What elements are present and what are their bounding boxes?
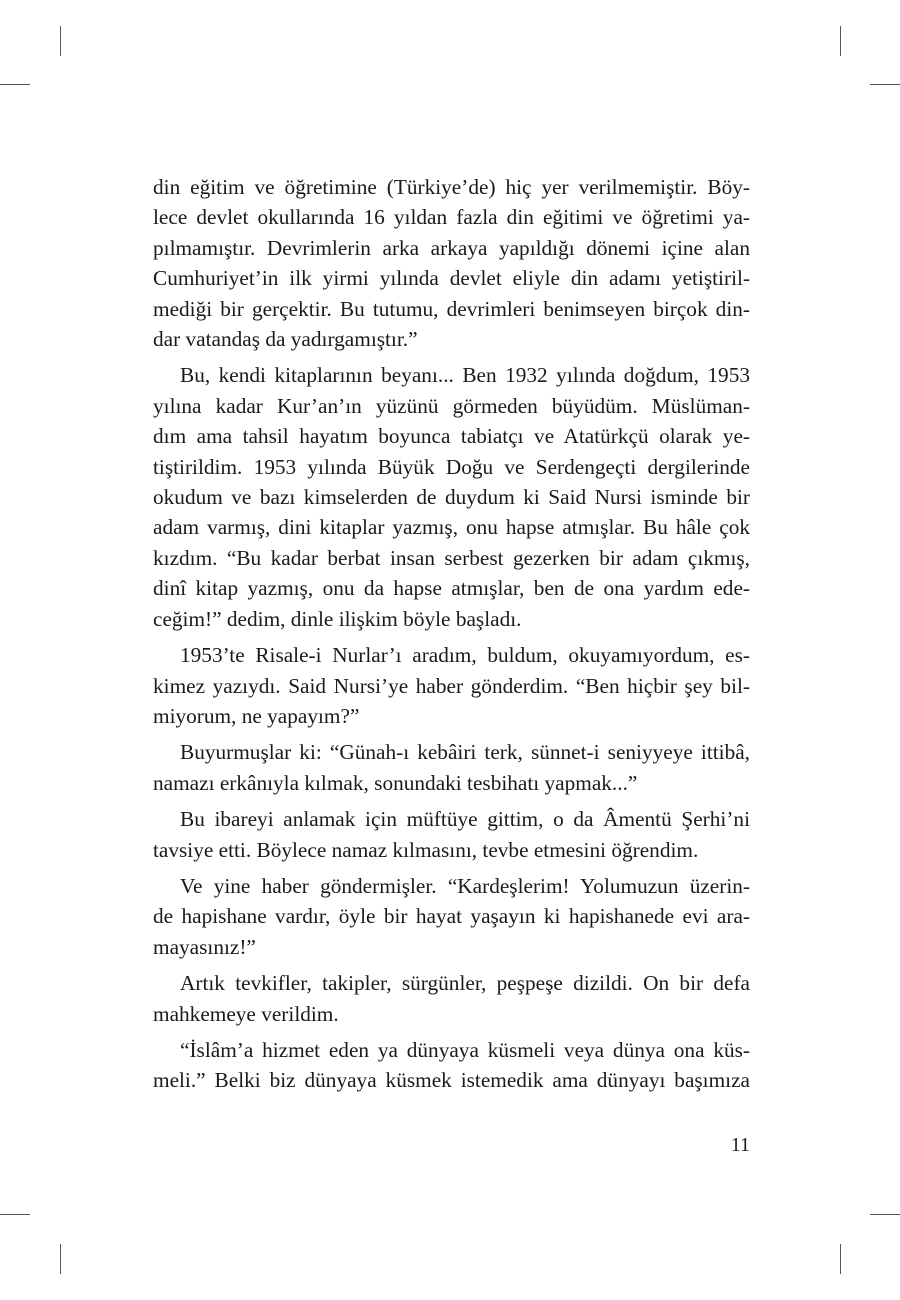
text-line: mayasınız!” <box>153 934 256 959</box>
text-line: dinî kitap yazmış, onu da hapse atmışlar, ben de ona yardım ede- <box>153 576 750 601</box>
paragraph <box>153 968 750 1029</box>
text-line: tiştirildim. 1953 yılında Büyük Doğu ve Serdengeçti dergilerinde <box>153 454 750 479</box>
text-line: ceğim!” dedim, dinle ilişkim böyle başladı. <box>153 606 522 631</box>
crop-mark-bottom-right-vertical <box>840 1244 841 1274</box>
text-line: lece devlet okullarında 16 yıldan fazla din eğitimi ve öğretimi ya- <box>153 205 750 230</box>
text-line: dım ama tahsil hayatım boyunca tabiatçı ve Atatürkçü olarak ye- <box>153 424 750 449</box>
text-line: mahkemeye verildim. <box>153 1001 339 1026</box>
text-line: tavsiye etti. Böylece namaz kılmasını, tevbe etmesini öğrendim. <box>153 837 699 862</box>
text-line: Artık tevkifler, takipler, sürgünler, peşpeşe dizildi. On bir defa <box>180 971 750 996</box>
text-line: “İslâm’a hizmet eden ya dünyaya küsmeli veya dünya ona küs- <box>180 1037 750 1062</box>
crop-mark-top-left-horizontal <box>0 84 30 85</box>
crop-mark-bottom-right-horizontal <box>870 1214 900 1215</box>
page-number: 11 <box>730 1134 750 1156</box>
text-line: mediği bir gerçektir. Bu tutumu, devrimleri benimseyen birçok din- <box>153 296 750 321</box>
crop-mark-bottom-left-horizontal <box>0 1214 30 1215</box>
text-line: yılına kadar Kur’an’ın yüzünü görmeden büyüdüm. Müslüman- <box>153 393 750 418</box>
crop-mark-bottom-left-vertical <box>60 1244 61 1274</box>
text-line: kızdım. “Bu kadar berbat insan serbest gezerken bir adam çıkmış, <box>153 545 750 570</box>
crop-mark-top-right-vertical <box>840 26 841 56</box>
paragraph <box>153 804 750 865</box>
text-line: miyorum, ne yapayım?” <box>153 703 360 728</box>
paragraph <box>153 640 750 731</box>
text-line: Bu ibareyi anlamak için müftüye gittim, o da Âmentü Şerhi’ni <box>180 807 750 832</box>
text-line: de hapishane vardır, öyle bir hayat yaşayın ki hapishanede evi ara- <box>153 904 750 929</box>
text-line: namazı erkânıyla kılmak, sonundaki tesbihatı yapmak...” <box>153 770 638 795</box>
paragraph <box>153 360 750 634</box>
text-line: Cumhuriyet’in ilk yirmi yılında devlet eliyle din adamı yetiştiril- <box>153 266 750 291</box>
crop-mark-top-left-vertical <box>60 26 61 56</box>
text-line: okudum ve bazı kimselerden de duydum ki Said Nursi isminde bir <box>153 485 750 510</box>
body-text <box>153 172 750 1096</box>
paragraph <box>153 172 750 354</box>
text-line: Bu, kendi kitaplarının beyanı... Ben 1932 yılında doğdum, 1953 <box>180 363 750 388</box>
text-line: pılmamıştır. Devrimlerin arka arkaya yapıldığı dönemi içine alan <box>153 235 750 260</box>
text-line: kimez yazıydı. Said Nursi’ye haber gönderdim. “Ben hiçbir şey bil- <box>153 673 750 698</box>
paragraph <box>153 871 750 962</box>
text-line: meli.” Belki biz dünyaya küsmek istemedik ama dünyayı başımıza <box>153 1068 750 1093</box>
paragraph <box>153 1035 750 1096</box>
text-line: din eğitim ve öğretimine (Türkiye’de) hiç yer verilmemiştir. Böy- <box>153 175 750 199</box>
text-line: 1953’te Risale-i Nurlar’ı aradım, buldum, okuyamıyordum, es- <box>180 643 750 668</box>
text-line: adam varmış, dini kitaplar yazmış, onu hapse atmışlar. Bu hâle çok <box>153 515 750 540</box>
text-line: Buyurmuşlar ki: “Günah-ı kebâiri terk, sünnet-i seniyyeye ittibâ, <box>180 740 750 765</box>
text-line: Ve yine haber göndermişler. “Kardeşlerim! Yolumuzun üzerin- <box>180 873 750 898</box>
crop-mark-top-right-horizontal <box>870 84 900 85</box>
paragraph <box>153 737 750 798</box>
text-line: dar vatandaş da yadırgamıştır.” <box>153 327 418 352</box>
